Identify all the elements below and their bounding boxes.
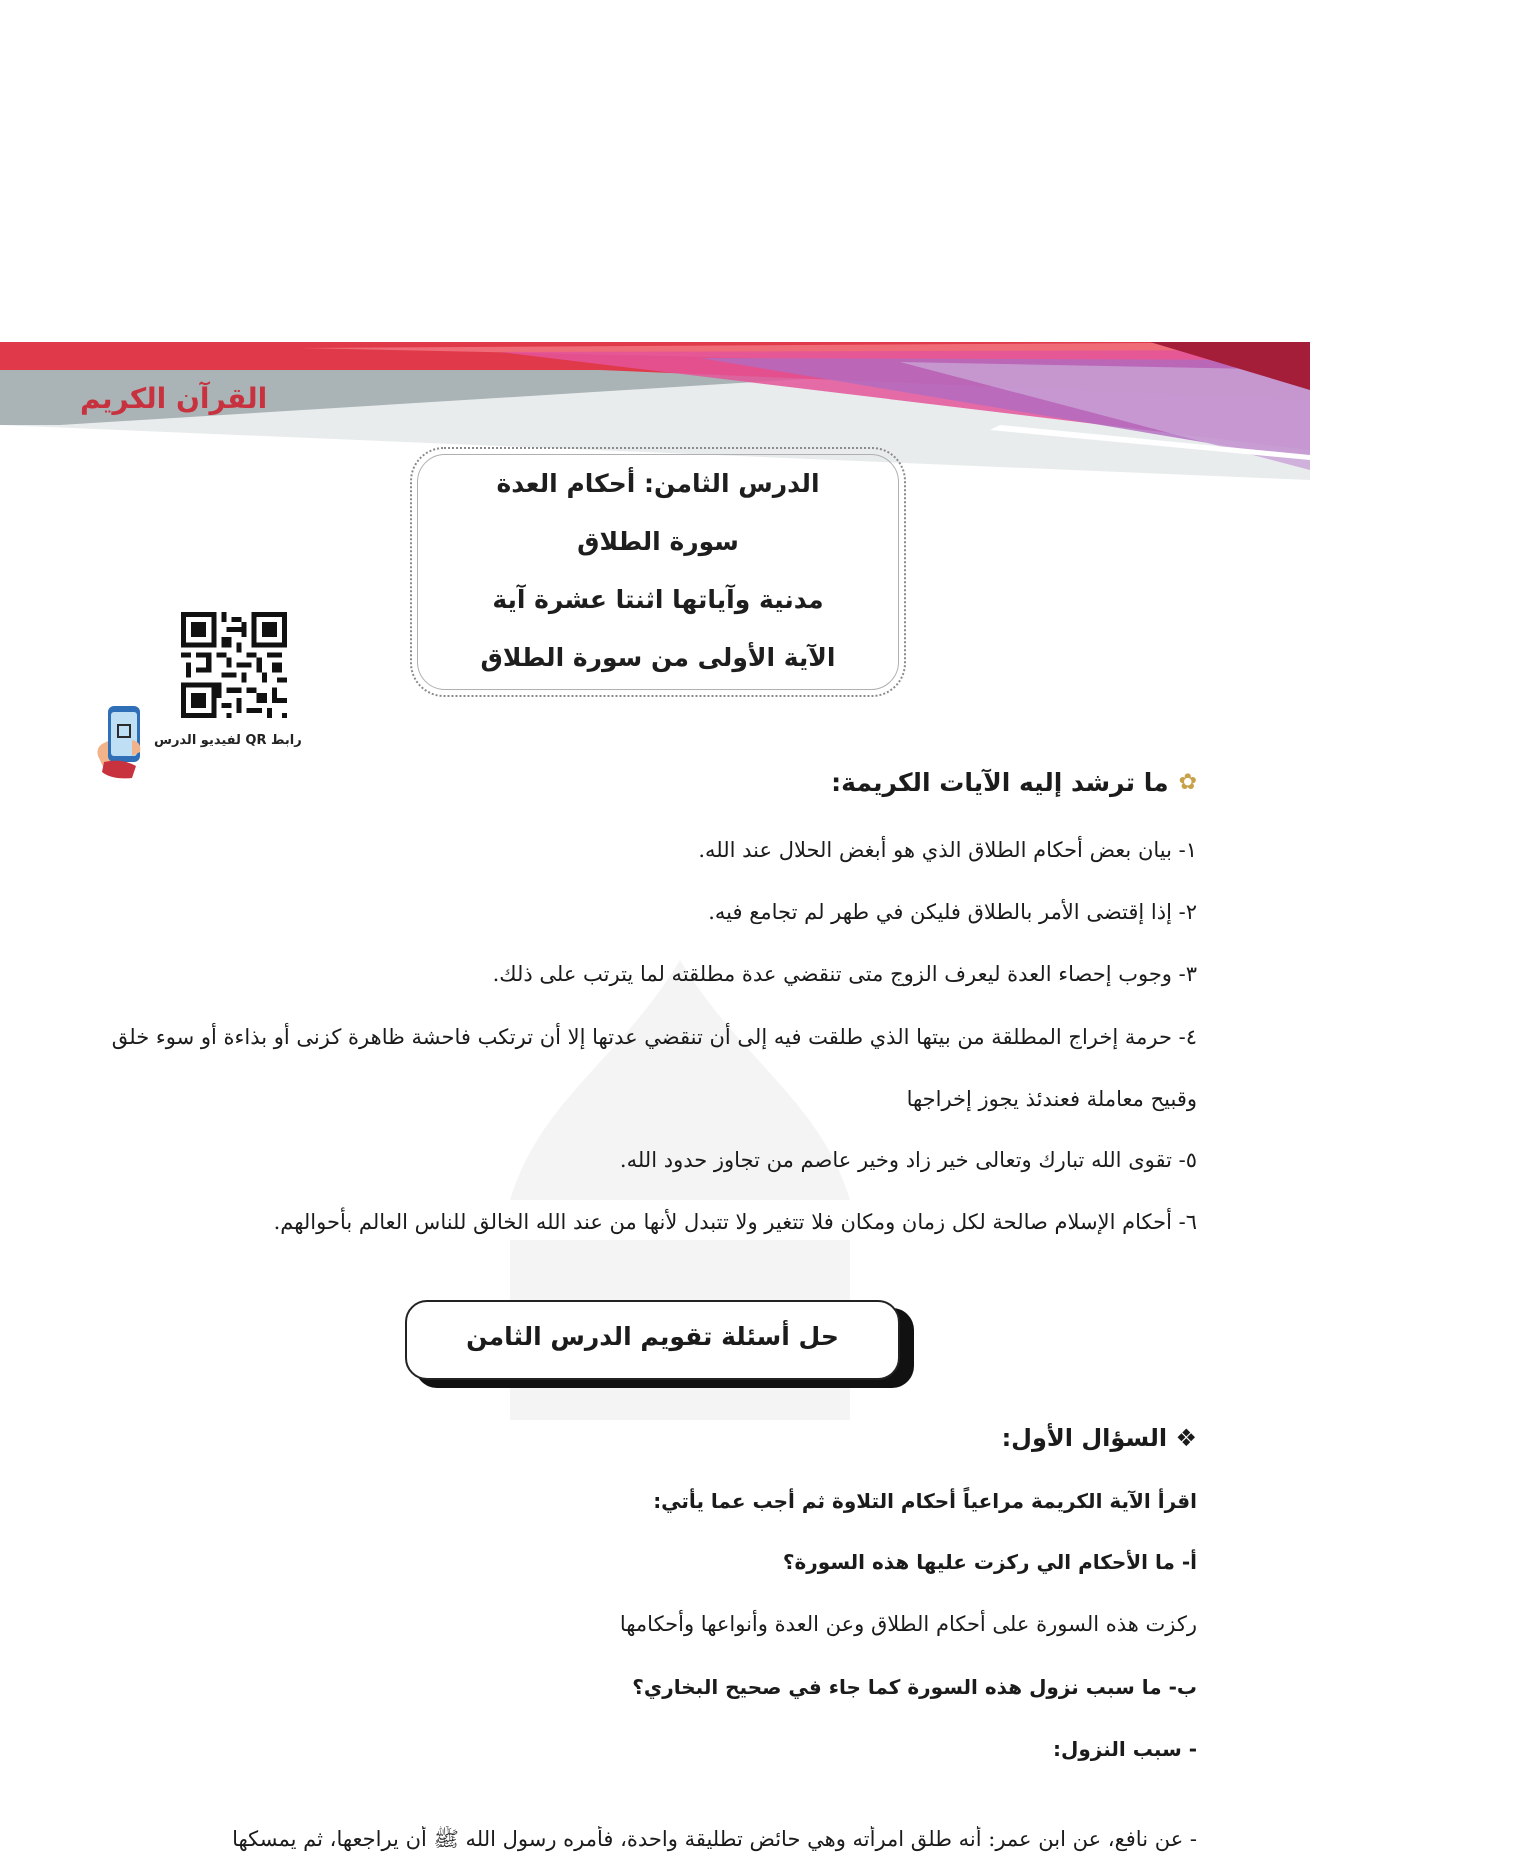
answer-1b: - عن نافع، عن ابن عمر: أنه طلق امرأته وهي حائض تطليقة واحدة، فأمره رسول الله ﷺ أن يراجعها، ثم يمسكها: [232, 1827, 1197, 1851]
guidance-point-1: ١- بيان بعض أحكام الطلاق الذي هو أبغض الحلال عند الله.: [698, 838, 1197, 862]
guidance-point-6: ٦- أحكام الإسلام صالحة لكل زمان ومكان فلا تتغير ولا تتبدل لأنها من عند الله الخالق للناس العالم بأحوالهم.: [273, 1210, 1197, 1234]
surah-name: سورة الطلاق: [577, 527, 739, 556]
surah-info: مدنية وآياتها اثنتا عشرة آية: [492, 585, 824, 614]
lesson-title-box: [410, 447, 906, 697]
question-1-instruction: اقرأ الآية الكريمة مراعياً أحكام التلاوة ثم أجب عما يأتي:: [653, 1489, 1197, 1513]
qr-label: رابط QR لفيديو الدرس: [154, 733, 302, 748]
verse-label: الآية الأولى من سورة الطلاق: [480, 643, 836, 672]
section-title-box: [405, 1300, 910, 1382]
qr-code-icon[interactable]: [181, 612, 287, 718]
question-1a: أ- ما الأحكام الي ركزت عليها هذه السورة؟: [782, 1550, 1197, 1574]
diamond-bullet-icon: ❖: [1167, 1424, 1197, 1452]
question-1-title: [1002, 1424, 1197, 1452]
guidance-point-4: ٤- حرمة إخراج المطلقة من بيتها الذي طلقت فيه إلى أن تنقضي عدتها إلا أن ترتكب فاحشة ظاهرة كزنى أو بذاءة أو سوء خلق وقبيح معاملة فعندئذ يجوز إخراجها: [111, 1025, 1197, 1111]
question-1b-subheading: - سبب النزول:: [1053, 1737, 1197, 1761]
guidance-heading: [831, 768, 1197, 797]
phone-hand-icon: [92, 700, 154, 782]
question-1b: ب- ما سبب نزول هذه السورة كما جاء في صحيح البخاري؟: [632, 1675, 1197, 1699]
lesson-title: الدرس الثامن: أحكام العدة: [496, 469, 820, 498]
subject-title: القرآن الكريم: [80, 382, 268, 415]
guidance-point-3: ٣- وجوب إحصاء العدة ليعرف الزوج متى تنقضي عدة مطلقته لما يترتب على ذلك.: [492, 962, 1197, 986]
section-title: حل أسئلة تقويم الدرس الثامن: [466, 1322, 839, 1351]
guidance-point-5: ٥- تقوى الله تبارك وتعالى خير زاد وخير عاصم من تجاوز حدود الله.: [619, 1148, 1197, 1172]
guidance-point-2: ٢- إذا إقتضى الأمر بالطلاق فليكن في طهر لم تجامع فيه.: [708, 900, 1197, 924]
ornament-star-icon: ✿: [1178, 770, 1197, 795]
guidance-heading-text: ما ترشد إليه الآيات الكريمة:: [831, 768, 1169, 797]
question-1-title-text: السؤال الأول:: [1001, 1424, 1168, 1452]
answer-1a: ركزت هذه السورة على أحكام الطلاق وعن العدة وأنواعها وأحكامها: [619, 1612, 1197, 1636]
